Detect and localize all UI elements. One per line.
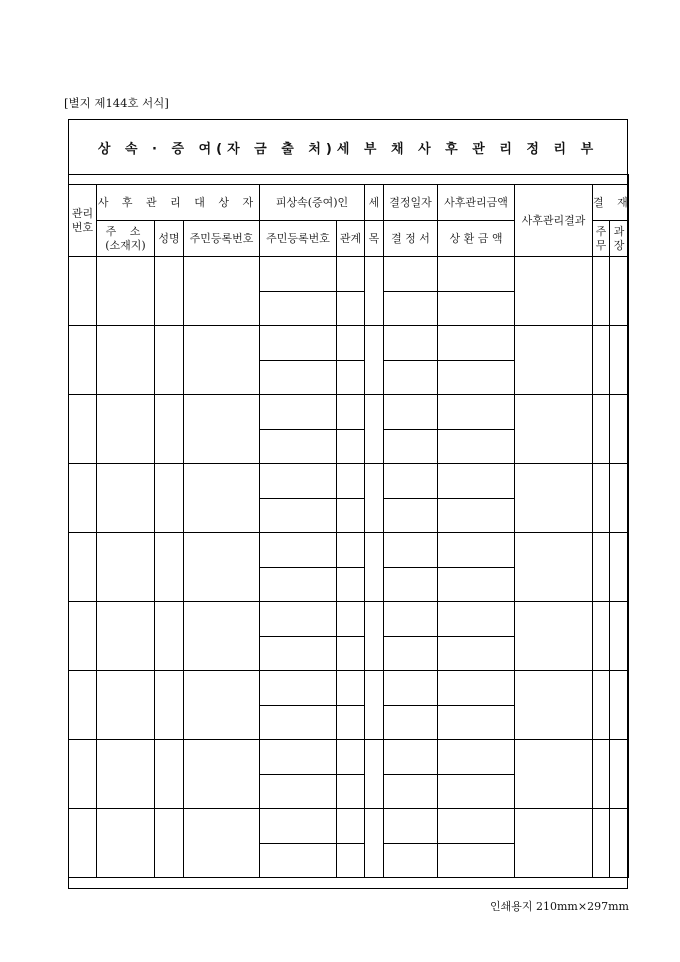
cell-decision-date[interactable] — [384, 533, 438, 568]
header-address: 주 소 (소재지) — [97, 221, 155, 257]
header-tax-item-top: 세 — [365, 185, 384, 221]
header-staff: 주 무 — [593, 221, 610, 257]
cell-address[interactable] — [97, 257, 155, 326]
cell-relation-2[interactable] — [337, 499, 365, 533]
cell-staff-sign[interactable] — [593, 464, 610, 533]
cell-staff-sign[interactable] — [593, 257, 610, 326]
cell-chief-sign[interactable] — [610, 809, 629, 878]
header-relation: 관계 — [337, 221, 365, 257]
cell-repay-amount[interactable] — [438, 844, 515, 878]
cell-decision-date[interactable] — [384, 464, 438, 499]
cell-decedent-resident-no-2[interactable] — [260, 361, 337, 395]
cell-relation[interactable] — [337, 671, 365, 706]
cell-chief-sign[interactable] — [610, 326, 629, 395]
cell-decision-doc[interactable] — [384, 430, 438, 464]
cell-decedent-resident-no[interactable] — [260, 395, 337, 430]
cell-mgmt-amount[interactable] — [438, 809, 515, 844]
ledger-form — [68, 119, 633, 889]
cell-decision-date[interactable] — [384, 257, 438, 292]
cell-decedent-resident-no-2[interactable] — [260, 637, 337, 671]
cell-resident-no[interactable] — [184, 257, 260, 326]
cell-chief-sign[interactable] — [610, 395, 629, 464]
cell-address[interactable] — [97, 602, 155, 671]
cell-staff-sign[interactable] — [593, 326, 610, 395]
header-decedent-group: 피상속(증여)인 — [260, 185, 365, 221]
cell-decedent-resident-no[interactable] — [260, 809, 337, 844]
table-row — [69, 809, 629, 844]
cell-relation[interactable] — [337, 533, 365, 568]
spacer-row — [69, 175, 629, 185]
cell-repay-amount[interactable] — [438, 430, 515, 464]
cell-address[interactable] — [97, 809, 155, 878]
cell-chief-sign[interactable] — [610, 740, 629, 809]
cell-address[interactable] — [97, 395, 155, 464]
cell-resident-no[interactable] — [184, 740, 260, 809]
cell-tax-item[interactable] — [365, 533, 384, 602]
table-row — [69, 602, 629, 637]
cell-mgmt-no[interactable] — [69, 395, 97, 464]
cell-staff-sign[interactable] — [593, 740, 610, 809]
cell-resident-no[interactable] — [184, 464, 260, 533]
cell-repay-amount[interactable] — [438, 706, 515, 740]
cell-relation-2[interactable] — [337, 568, 365, 602]
header-decision-doc: 결 정 서 — [384, 221, 438, 257]
cell-relation[interactable] — [337, 257, 365, 292]
cell-relation-2[interactable] — [337, 361, 365, 395]
cell-name[interactable] — [155, 602, 184, 671]
cell-decision-doc[interactable] — [384, 292, 438, 326]
cell-resident-no[interactable] — [184, 326, 260, 395]
cell-decision-doc[interactable] — [384, 499, 438, 533]
cell-result[interactable] — [515, 533, 593, 602]
header-mgmt-amount: 사후관리금액 — [438, 185, 515, 221]
cell-mgmt-no[interactable] — [69, 533, 97, 602]
cell-tax-item[interactable] — [365, 740, 384, 809]
cell-relation-2[interactable] — [337, 292, 365, 326]
header-repay-amount: 상 환 금 액 — [438, 221, 515, 257]
cell-mgmt-amount[interactable] — [438, 671, 515, 706]
cell-resident-no[interactable] — [184, 395, 260, 464]
cell-decision-doc[interactable] — [384, 637, 438, 671]
cell-result[interactable] — [515, 602, 593, 671]
cell-tax-item[interactable] — [365, 602, 384, 671]
cell-name[interactable] — [155, 464, 184, 533]
cell-name[interactable] — [155, 671, 184, 740]
cell-mgmt-amount[interactable] — [438, 257, 515, 292]
cell-repay-amount[interactable] — [438, 499, 515, 533]
cell-mgmt-amount[interactable] — [438, 395, 515, 430]
table-row — [69, 464, 629, 499]
cell-decision-doc[interactable] — [384, 844, 438, 878]
cell-address[interactable] — [97, 533, 155, 602]
cell-relation-2[interactable] — [337, 706, 365, 740]
cell-tax-item[interactable] — [365, 671, 384, 740]
cell-decedent-resident-no[interactable] — [260, 740, 337, 775]
header-resident-no: 주민등록번호 — [184, 221, 260, 257]
cell-decedent-resident-no-2[interactable] — [260, 430, 337, 464]
cell-decedent-resident-no[interactable] — [260, 533, 337, 568]
cell-tax-item[interactable] — [365, 464, 384, 533]
cell-staff-sign[interactable] — [593, 602, 610, 671]
paper-size-note: 인쇄용지 210mm×297mm — [490, 900, 629, 913]
cell-relation-2[interactable] — [337, 844, 365, 878]
header-result: 사후관리결과 — [515, 185, 593, 257]
header-decedent-resident-no: 주민등록번호 — [260, 221, 337, 257]
cell-mgmt-no[interactable] — [69, 740, 97, 809]
cell-relation-2[interactable] — [337, 775, 365, 809]
cell-decedent-resident-no-2[interactable] — [260, 706, 337, 740]
cell-chief-sign[interactable] — [610, 602, 629, 671]
cell-result[interactable] — [515, 671, 593, 740]
cell-name[interactable] — [155, 809, 184, 878]
table-row — [69, 326, 629, 361]
cell-mgmt-no[interactable] — [69, 257, 97, 326]
cell-name[interactable] — [155, 533, 184, 602]
cell-tax-item[interactable] — [365, 395, 384, 464]
cell-resident-no[interactable] — [184, 533, 260, 602]
cell-chief-sign[interactable] — [610, 464, 629, 533]
cell-mgmt-amount[interactable] — [438, 533, 515, 568]
cell-tax-item[interactable] — [365, 257, 384, 326]
cell-name[interactable] — [155, 326, 184, 395]
cell-result[interactable] — [515, 809, 593, 878]
cell-staff-sign[interactable] — [593, 671, 610, 740]
cell-decedent-resident-no[interactable] — [260, 602, 337, 637]
cell-decedent-resident-no-2[interactable] — [260, 775, 337, 809]
header-name: 성명 — [155, 221, 184, 257]
table-row — [69, 395, 629, 430]
header-mgmt-no: 관리 번호 — [69, 185, 97, 257]
cell-name[interactable] — [155, 395, 184, 464]
cell-address[interactable] — [97, 740, 155, 809]
cell-mgmt-no[interactable] — [69, 464, 97, 533]
cell-address[interactable] — [97, 464, 155, 533]
cell-decision-doc[interactable] — [384, 361, 438, 395]
cell-tax-item[interactable] — [365, 326, 384, 395]
table-row — [69, 671, 629, 706]
cell-mgmt-amount[interactable] — [438, 464, 515, 499]
cell-resident-no[interactable] — [184, 602, 260, 671]
cell-result[interactable] — [515, 326, 593, 395]
cell-decision-date[interactable] — [384, 326, 438, 361]
cell-result[interactable] — [515, 257, 593, 326]
cell-relation-2[interactable] — [337, 637, 365, 671]
cell-relation[interactable] — [337, 395, 365, 430]
cell-decedent-resident-no-2[interactable] — [260, 292, 337, 326]
cell-mgmt-no[interactable] — [69, 602, 97, 671]
cell-name[interactable] — [155, 740, 184, 809]
cell-mgmt-amount[interactable] — [438, 740, 515, 775]
form-title: 상 속 · 증 여(자 금 출 처)세 부 채 사 후 관 리 정 리 부 — [97, 141, 599, 157]
cell-chief-sign[interactable] — [610, 671, 629, 740]
cell-mgmt-no[interactable] — [69, 671, 97, 740]
cell-relation[interactable] — [337, 602, 365, 637]
cell-decision-date[interactable] — [384, 602, 438, 637]
cell-staff-sign[interactable] — [593, 395, 610, 464]
form-label: [별지 제144호 서식] — [64, 96, 169, 110]
cell-decedent-resident-no[interactable] — [260, 464, 337, 499]
cell-repay-amount[interactable] — [438, 292, 515, 326]
cell-result[interactable] — [515, 464, 593, 533]
cell-name[interactable] — [155, 257, 184, 326]
ledger-table — [68, 174, 633, 878]
cell-mgmt-no[interactable] — [69, 809, 97, 878]
cell-mgmt-amount[interactable] — [438, 326, 515, 361]
cell-result[interactable] — [515, 740, 593, 809]
cell-mgmt-amount[interactable] — [438, 602, 515, 637]
cell-repay-amount[interactable] — [438, 361, 515, 395]
cell-repay-amount[interactable] — [438, 637, 515, 671]
cell-chief-sign[interactable] — [610, 533, 629, 602]
header-tax-item-bottom: 목 — [365, 221, 384, 257]
cell-decedent-resident-no[interactable] — [260, 671, 337, 706]
cell-staff-sign[interactable] — [593, 533, 610, 602]
cell-decedent-resident-no[interactable] — [260, 257, 337, 292]
cell-decedent-resident-no[interactable] — [260, 326, 337, 361]
cell-staff-sign[interactable] — [593, 809, 610, 878]
cell-relation[interactable] — [337, 464, 365, 499]
header-target-group: 사 후 관 리 대 상 자 — [97, 185, 260, 221]
cell-decedent-resident-no-2[interactable] — [260, 844, 337, 878]
table-row — [69, 740, 629, 775]
cell-chief-sign[interactable] — [610, 257, 629, 326]
cell-decision-doc[interactable] — [384, 775, 438, 809]
cell-resident-no[interactable] — [184, 809, 260, 878]
header-approval: 결 재 — [593, 185, 629, 221]
table-row — [69, 257, 629, 292]
cell-repay-amount[interactable] — [438, 775, 515, 809]
cell-result[interactable] — [515, 395, 593, 464]
cell-address[interactable] — [97, 671, 155, 740]
cell-mgmt-no[interactable] — [69, 326, 97, 395]
cell-resident-no[interactable] — [184, 671, 260, 740]
header-decision-date: 결정일자 — [384, 185, 438, 221]
cell-relation[interactable] — [337, 740, 365, 775]
cell-decision-date[interactable] — [384, 671, 438, 706]
cell-decedent-resident-no-2[interactable] — [260, 499, 337, 533]
table-row — [69, 533, 629, 568]
cell-tax-item[interactable] — [365, 809, 384, 878]
header-chief: 과 장 — [610, 221, 629, 257]
cell-decedent-resident-no-2[interactable] — [260, 568, 337, 602]
cell-decision-date[interactable] — [384, 809, 438, 844]
cell-decision-doc[interactable] — [384, 568, 438, 602]
cell-address[interactable] — [97, 326, 155, 395]
cell-relation[interactable] — [337, 809, 365, 844]
cell-relation[interactable] — [337, 326, 365, 361]
cell-decision-doc[interactable] — [384, 706, 438, 740]
cell-decision-date[interactable] — [384, 395, 438, 430]
cell-relation-2[interactable] — [337, 430, 365, 464]
cell-repay-amount[interactable] — [438, 568, 515, 602]
cell-decision-date[interactable] — [384, 740, 438, 775]
